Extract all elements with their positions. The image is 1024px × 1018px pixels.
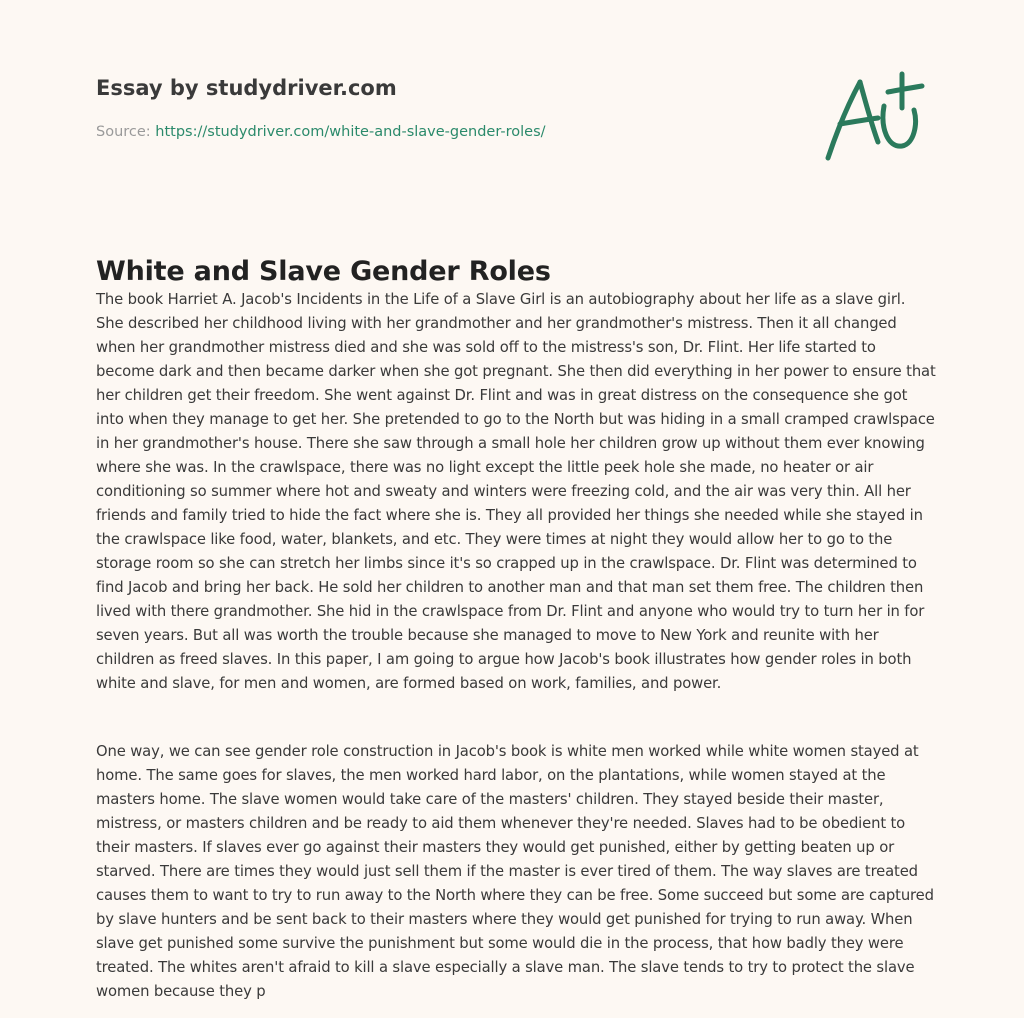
article-paragraph: One way, we can see gender role construction in Jacob's book is white men worked while white women stayed at home. The same goes for slaves, the men worked hard labor, on the plantations, while women stayed at the masters home. The slave women would take care of the masters' children. They stayed beside their master, mistress, or masters children and be ready to aid them whenever they're needed. Slaves had to be obedient to their masters. If slaves ever go against their masters they would get punished, either by getting beaten up or starved. There are times they would just sell them if the master is ever tired of them. The way slaves are treated causes them to want to try to run away to the North where they can be free. Some succeed but some are captured by slave hunters and be sent back to their masters where they would get punished for trying to run away. When slave get punished some survive the punishment but some would die in the process, that how badly they were treated. The whites aren't afraid to kill a slave especially a slave man. The slave tends to try to protect the slave women because they p <box>96 743 934 1000</box>
article-paragraph: The book Harriet A. Jacob's Incidents in the Life of a Slave Girl is an autobiography about her life as a slave girl. She described her childhood living with her grandmother and her grandmother's mistress. Then it all changed when her grandmother mistress died and she was sold off to the mistress's son, Dr. Flint. Her life started to become dark and then became darker when she got pregnant. She then did everything in her power to ensure that her children get their freedom. She went against Dr. Flint and was in great distress on the consequence she got into when they manage to get her. She pretended to go to the North but was hiding in a small cramped crawlspace in her grandmother's house. There she saw through a small hole her children grow up without them ever knowing where she was. In the crawlspace, there was no light except the little peek hole she made, no heater or air conditioning so summer where hot and sweaty and winters were freezing cold, and the air was very thin. All her friends and family tried to hide the fact where she is. They all provided her things she needed while she stayed in the crawlspace like food, water, blankets, and etc. They were times at night they would allow her to go to the storage room so she can stretch her limbs since it's so crapped up in the crawlspace. Dr. Flint was determined to find Jacob and bring her back. He sold her children to another man and that man set them free. The children then lived with there grandmother. She hid in the crawlspace from Dr. Flint and anyone who would try to turn her in for seven years. But all was worth the trouble because she managed to move to New York and reunite with her children as freed slaves. In this paper, I am going to argue how Jacob's book illustrates how gender roles in both white and slave, for men and women, are formed based on work, families, and power. <box>96 291 936 692</box>
essay-by-heading: Essay by studydriver.com <box>96 76 397 100</box>
source-link[interactable]: https://studydriver.com/white-and-slave-gender-roles/ <box>155 124 546 140</box>
source-line <box>96 124 546 140</box>
source-label: Source: <box>96 124 156 140</box>
article-title: White and Slave Gender Roles <box>96 256 551 287</box>
a-plus-logo-icon <box>822 68 926 164</box>
site-header <box>96 0 928 200</box>
